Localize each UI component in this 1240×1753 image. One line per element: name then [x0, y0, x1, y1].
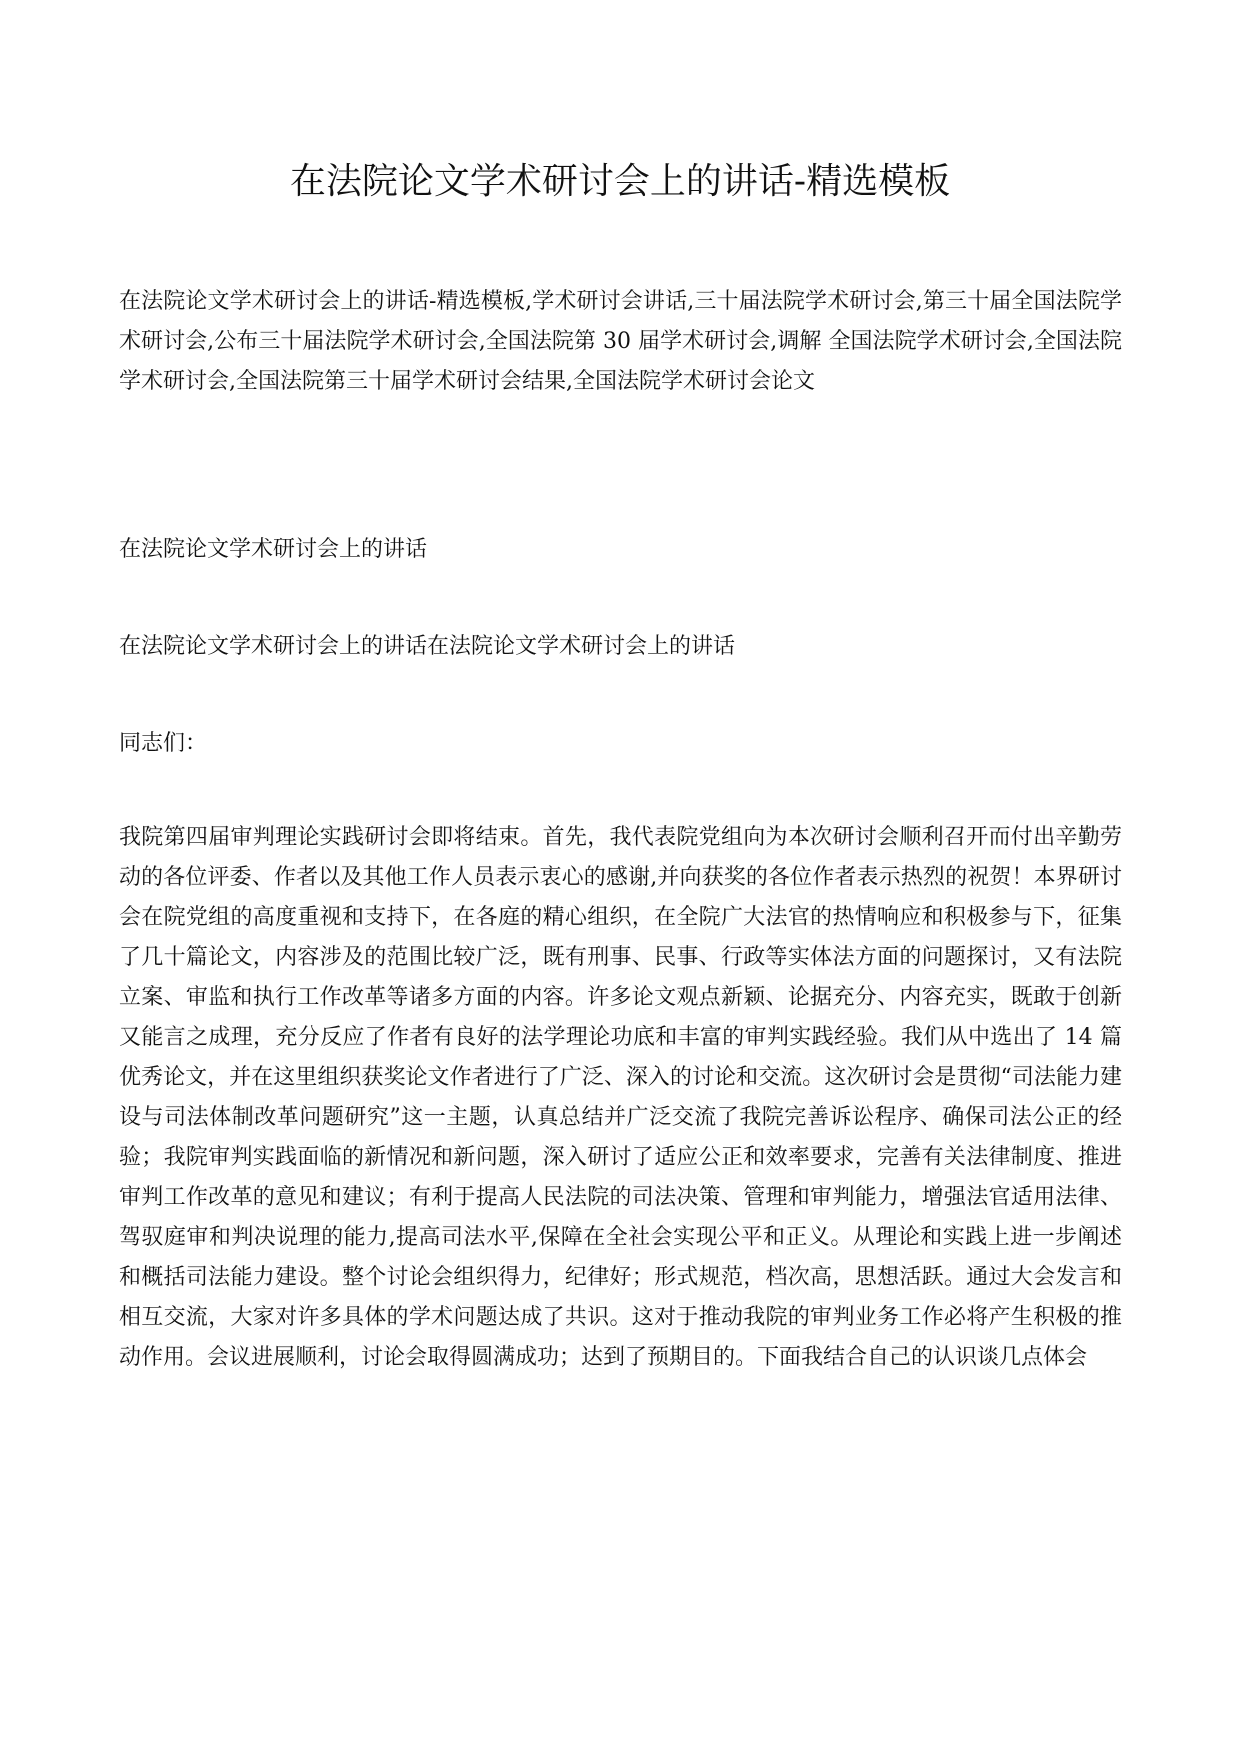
keywords-paragraph: 在法院论文学术研讨会上的讲话-精选模板,学术研讨会讲话,三十届法院学术研讨会,第三十届全国法院学术研讨会,公布三十届法院学术研讨会,全国法院第 30 届学术研讨会,调解 全国法院学术研讨会,全国法院学术研讨会,全国法院第三十届学术研讨会结果,全国法院学术研讨会论文	[119, 289, 1122, 394]
section-heading: 在法院论文学术研讨会上的讲话	[119, 537, 428, 562]
greeting-line: 同志们：	[119, 731, 208, 756]
body-paragraph: 我院第四届审判理论实践研讨会即将结束。首先，我代表院党组向为本次研讨会顺利召开而付出辛勤劳动的各位评委、作者以及其他工作人员表示衷心的感谢,并向获奖的各位作者表示热烈的祝贺！本界研讨会在院党组的高度重视和支持下，在各庭的精心组织，在全院广大法官的热情响应和积极参与下，征集了几十篇论文，内容涉及的范围比较广泛，既有刑事、民事、行政等实体法方面的问题探讨，又有法院立案、审监和执行工作改革等诸多方面的内容。许多论文观点新颖、论据充分、内容充实，既敢于创新又能言之成理，充分反应了作者有良好的法学理论功底和丰富的审判实践经验。我们从中选出了 14 篇优秀论文，并在这里组织获奖论文作者进行了广泛、深入的讨论和交流。这次研讨会是贯彻“司法能力建设与司法体制改革问题研究”这一主题，认真总结并广泛交流了我院完善诉讼程序、确保司法公正的经验；我院审判实践面临的新情况和新问题，深入研讨了适应公正和效率要求，完善有关法律制度、推进审判工作改革的意见和建议；有利于提高人民法院的司法决策、管理和审判能力，增强法官适用法律、驾驭庭审和判决说理的能力,提高司法水平,保障在全社会实现公平和正义。从理论和实践上进一步阐述和概括司法能力建设。整个讨论会组织得力，纪律好；形式规范，档次高，思想活跃。通过大会发言和相互交流，大家对许多具体的学术问题达成了共识。这对于推动我院的审判业务工作必将产生积极的推动作用。会议进展顺利，讨论会取得圆满成功；达到了预期目的。下面我结合自己的认识谈几点体会	[119, 825, 1122, 1370]
section-subheading: 在法院论文学术研讨会上的讲话在法院论文学术研讨会上的讲话	[119, 634, 736, 659]
document-title: 在法院论文学术研讨会上的讲话-精选模板	[289, 161, 951, 202]
